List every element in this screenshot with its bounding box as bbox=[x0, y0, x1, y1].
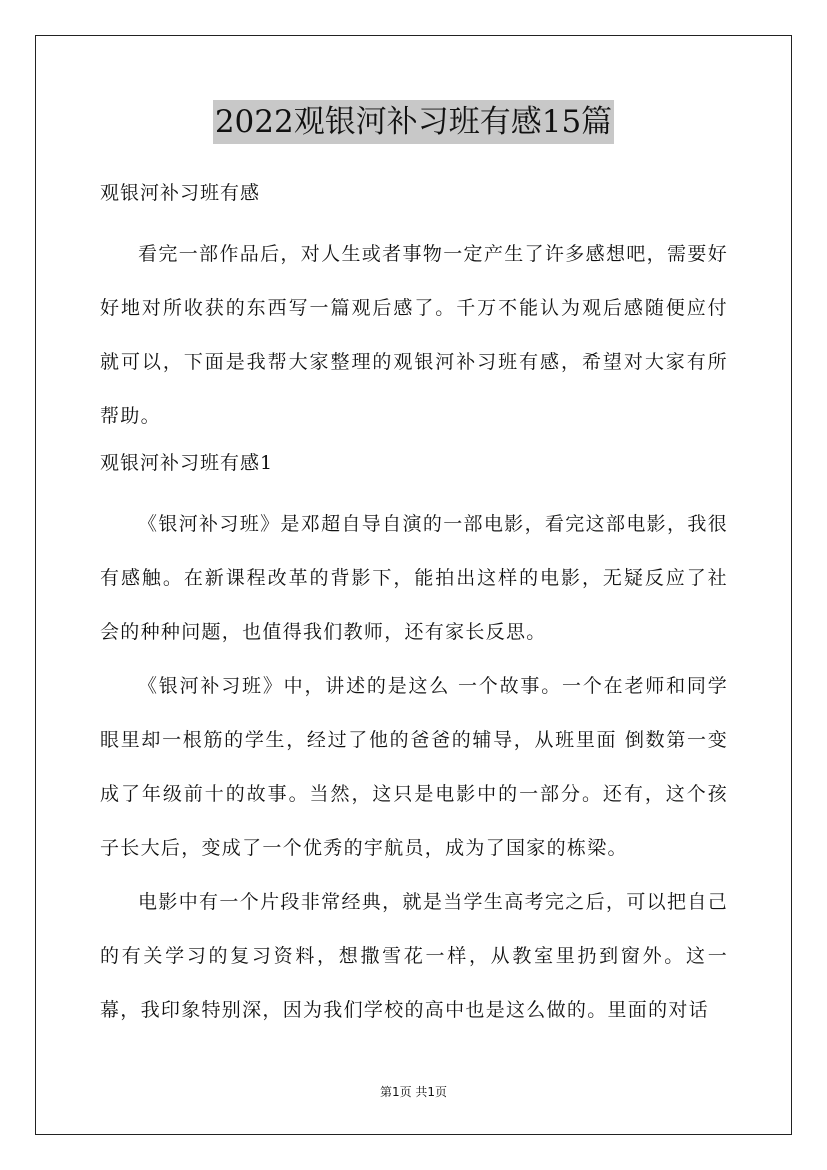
body-paragraph-3: 电影中有一个片段非常经典，就是当学生高考完之后，可以把自己的有关学习的复习资料，想撒雪花一样，从教室里扔到窗外。这一幕，我印象特别深，因为我们学校的高中也是这么做的。里面的对话 bbox=[100, 891, 728, 1021]
section-heading: 观银河补习班有感1 bbox=[100, 452, 274, 474]
subtitle-heading: 观银河补习班有感 bbox=[100, 182, 261, 204]
document-title: 2022观银河补习班有感15篇 bbox=[213, 100, 614, 144]
page-footer: 第1页 共1页 bbox=[379, 1085, 448, 1099]
document-body bbox=[100, 173, 728, 1037]
title-container bbox=[0, 100, 827, 144]
body-paragraph-2: 《银河补习班》中，讲述的是这么 一个故事。一个在老师和同学眼里却一根筋的学生，经过了他的爸爸的辅导，从班里面 倒数第一变成了年级前十的故事。当然，这只是电影中的一部分。还有，这个孩子长大后，变成了一个优秀的宇航员，成为了国家的栋梁。 bbox=[100, 675, 728, 859]
body-paragraph-1: 《银河补习班》是邓超自导自演的一部电影，看完这部电影，我很有感触。在新课程改革的背影下，能拍出这样的电影，无疑反应了社会的种种问题，也值得我们教师，还有家长反思。 bbox=[100, 513, 728, 643]
intro-paragraph: 看完一部作品后，对人生或者事物一定产生了许多感想吧，需要好好地对所收获的东西写一篇观后感了。千万不能认为观后感随便应付就可以，下面是我帮大家整理的观银河补习班有感，希望对大家有所帮助。 bbox=[100, 243, 728, 427]
